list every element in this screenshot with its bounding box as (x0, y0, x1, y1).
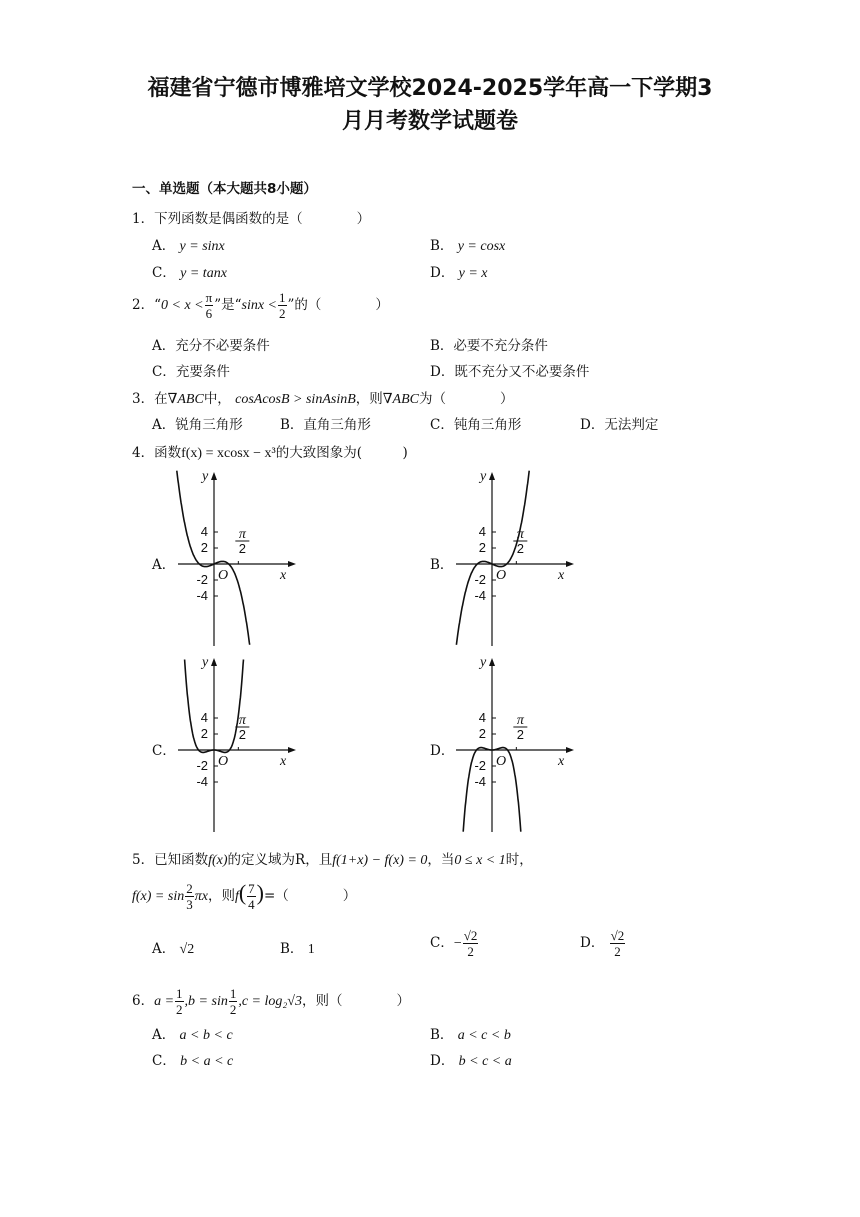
y-tick-label: 2 (200, 540, 208, 555)
y-axis-arrow (489, 658, 495, 666)
question-2-stem: 2．“0 < x < $\frac{\pi}{6}$ ”是“sinx < $\frac{1}{2}$ ”的（ ） (132, 290, 389, 321)
x-axis-label: x (558, 754, 565, 769)
y-tick-label: -2 (196, 758, 208, 773)
y-axis-label: y (202, 469, 209, 484)
fraction-one-half: $\frac{1}{2}$ (279, 290, 286, 321)
q4-graph-c[interactable] (170, 652, 300, 836)
pi-label: π (238, 713, 246, 728)
pi-label: π (516, 713, 524, 728)
question-3-stem: 3．在∇ABC中， cosAcosB > sinAsinB，则∇ABC为（ ） (132, 391, 514, 407)
q4-option-b-label[interactable]: B． (430, 557, 454, 573)
y-tick-label: 4 (200, 710, 208, 725)
two-label: 2 (516, 541, 524, 556)
q4-graph-b[interactable] (448, 466, 578, 650)
y-axis-arrow (489, 472, 495, 480)
y-tick-label: 4 (200, 524, 208, 539)
y-axis-label: y (202, 655, 209, 670)
fraction-neg-root2-over-2: $\frac{√2}{2}$ (463, 928, 478, 959)
q1-option-d[interactable]: D． y = x (430, 265, 488, 281)
fraction-a-one-half: $\frac{1}{2}$ (176, 986, 183, 1017)
two-label: 2 (238, 727, 246, 742)
q6-option-d[interactable]: D． b < c < a (430, 1053, 512, 1069)
q2-option-b[interactable]: B．必要不充分条件 (430, 338, 548, 354)
q2-option-a[interactable]: A．充分不必要条件 (152, 338, 270, 354)
question-6-stem: 6．a = $\frac{1}{2}$ ,b = sin $\frac{1}{2}$ ,c = log₂√3，则（ ） (132, 986, 410, 1017)
q2-option-d[interactable]: D．既不充分又不必要条件 (430, 364, 590, 380)
q1-option-c[interactable]: C． y = tanx (152, 265, 227, 281)
q6-option-b[interactable]: B． a < c < b (430, 1027, 511, 1043)
y-tick-label: 2 (478, 726, 486, 741)
title-line-2: 月月考数学试题卷 (341, 109, 518, 134)
fraction-root2-over-2: $\frac{√2}{2}$ (610, 928, 625, 959)
q5-option-c[interactable]: C．− $\frac{√2}{2}$ (430, 928, 478, 959)
question-4-stem: 4．函数f(x) = xcosx − x³的大致图象为( ) (132, 445, 408, 461)
q5-option-d[interactable]: D． $\frac{√2}{2}$ (580, 928, 625, 959)
function-curve (456, 471, 529, 645)
fraction-pi-over-6: $\frac{\pi}{6}$ (205, 290, 213, 321)
pi-label: π (238, 527, 246, 542)
q4-option-a-label[interactable]: A． (152, 557, 176, 573)
y-tick-label: -2 (474, 758, 486, 773)
title-line-1: 福建省宁德市博雅培文学校2024-2025学年高一下学期3 (147, 76, 713, 101)
q3-option-a[interactable]: A．锐角三角形 (152, 417, 243, 433)
x-axis-arrow (288, 747, 296, 753)
y-tick-label: -2 (474, 572, 486, 587)
origin-label: O (496, 754, 507, 769)
q1-option-a[interactable]: A． y = sinx (152, 238, 225, 254)
q4-graph-d[interactable] (448, 652, 578, 836)
y-tick-label: 2 (200, 726, 208, 741)
function-curve (177, 471, 250, 645)
pi-label: π (516, 527, 524, 542)
q3-option-d[interactable]: D．无法判定 (580, 417, 659, 433)
q3-option-b[interactable]: B．直角三角形 (280, 417, 371, 433)
q1-option-b[interactable]: B． y = cosx (430, 238, 506, 254)
section-heading: 一、单选题（本大题共8小题） (132, 181, 317, 197)
y-axis-arrow (211, 658, 217, 666)
q2-option-c[interactable]: C．充要条件 (152, 364, 230, 380)
y-tick-label: -4 (474, 588, 486, 603)
q5-option-a[interactable]: A． √2 (152, 941, 195, 957)
x-axis-arrow (566, 747, 574, 753)
origin-label: O (218, 754, 229, 769)
y-axis-label: y (480, 655, 487, 670)
fraction-b-one-half: $\frac{1}{2}$ (229, 986, 237, 1017)
question-5-stem-line-1: 5．已知函数f(x)的定义域为R，且f(1+x) − f(x) = 0，当0 ≤ x < 1时， (132, 852, 533, 868)
q3-option-c[interactable]: C．钝角三角形 (430, 417, 522, 433)
two-label: 2 (238, 541, 246, 556)
question-1-stem: 1．下列函数是偶函数的是（ ） (132, 211, 371, 227)
document-title (0, 72, 860, 138)
two-label: 2 (516, 727, 524, 742)
y-tick-label: -2 (196, 572, 208, 587)
x-axis-label: x (558, 568, 565, 583)
y-tick-label: 4 (478, 524, 486, 539)
question-5-stem-line-2: f(x) = sin $\frac{2}{3}$ πx，则f( $\frac{7}{4}$ )=（ ） (132, 880, 357, 912)
q5-option-b[interactable]: B． 1 (280, 941, 315, 957)
x-axis-arrow (288, 561, 296, 567)
x-axis-label: x (280, 754, 287, 769)
y-tick-label: 2 (478, 540, 486, 555)
x-axis-label: x (280, 568, 287, 583)
origin-label: O (496, 568, 507, 583)
q6-option-a[interactable]: A． a < b < c (152, 1027, 233, 1043)
q4-option-d-label[interactable]: D． (430, 743, 455, 759)
y-tick-label: -4 (196, 588, 208, 603)
y-tick-label: -4 (196, 774, 208, 789)
fraction-seven-fourths: $\frac{7}{4}$ (248, 881, 255, 912)
q4-option-c-label[interactable]: C． (152, 743, 176, 759)
y-axis-label: y (480, 469, 487, 484)
y-tick-label: -4 (474, 774, 486, 789)
fraction-two-thirds: $\frac{2}{3}$ (186, 881, 193, 912)
y-axis-arrow (211, 472, 217, 480)
q6-option-c[interactable]: C． b < a < c (152, 1053, 234, 1069)
q4-graph-a[interactable] (170, 466, 300, 650)
x-axis-arrow (566, 561, 574, 567)
origin-label: O (218, 568, 229, 583)
y-tick-label: 4 (478, 710, 486, 725)
